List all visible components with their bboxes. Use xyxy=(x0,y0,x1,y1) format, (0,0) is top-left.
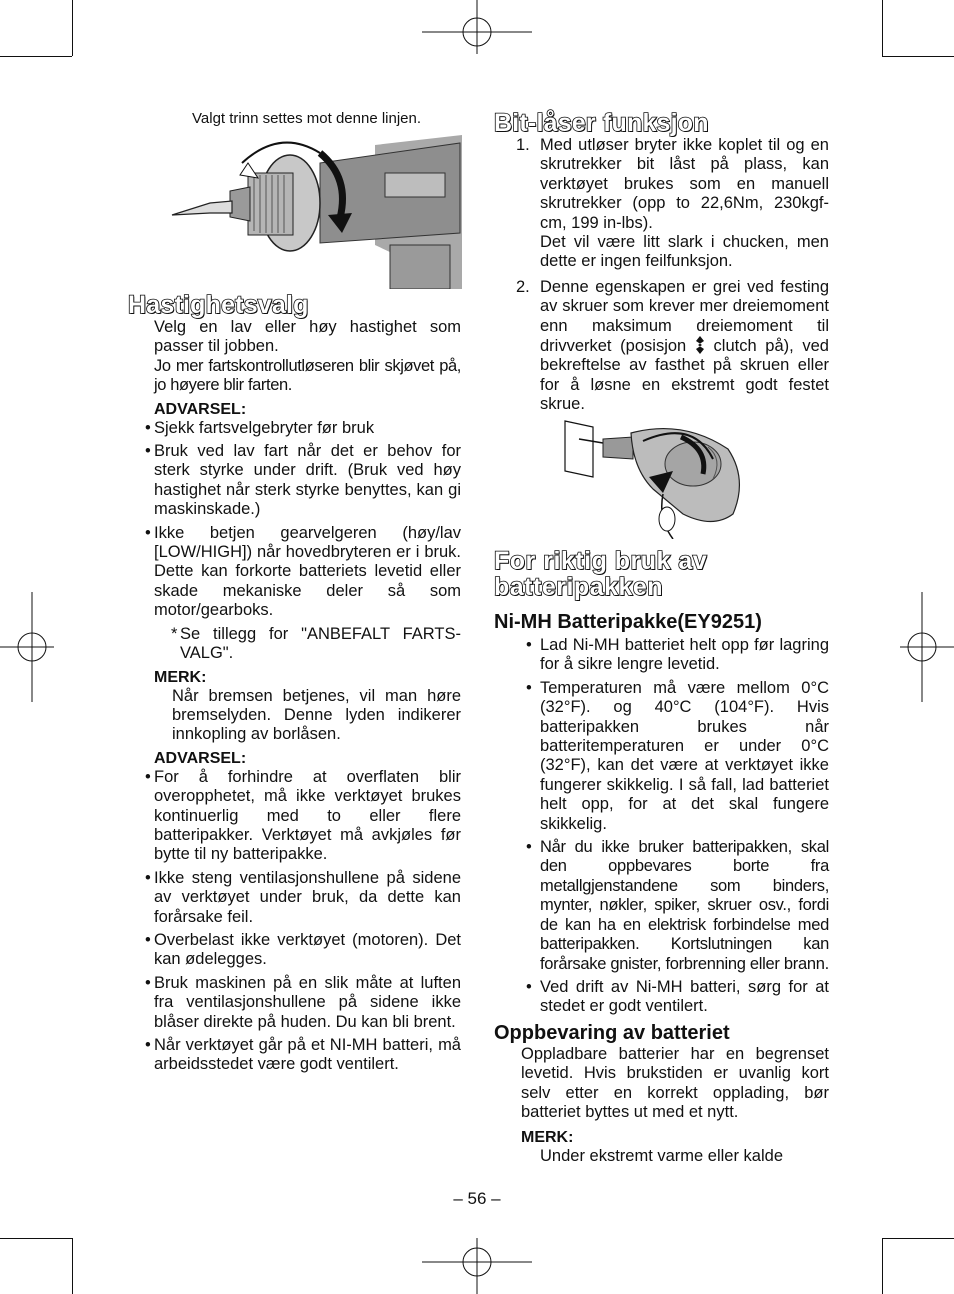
storage-subheading: Oppbevaring av batteriet xyxy=(494,1021,730,1044)
list-item: • Bruk ved lav fart når det er behov for sterk styrke under drift. (Bruk ved høy hastighet når sterk styrke benyttes, kan gi maskinskade.) xyxy=(145,442,461,519)
warning-label-2: ADVARSEL: xyxy=(154,749,247,767)
step-1-extra: Det vil være litt slark i chucken, men dette er ingen feilfunksjon. xyxy=(540,233,829,271)
page-number: – 56 – xyxy=(453,1189,501,1208)
bit-lock-heading: Bit-låser funksjon xyxy=(494,109,709,137)
drill-position-icon xyxy=(695,336,705,354)
list-item: • Sjekk fartsvelgebryter før bruk xyxy=(145,418,375,437)
step-item: 2. Denne egenskapen er grei ved festing av skruer som krever mer dreiemoment enn maksimum dreiemoment til drivverket (posisjon clutch på), ved bekreftelse av fasthet på skruen eller for å løsne en ekstremt godt festet skrue. xyxy=(516,277,829,414)
battery-heading: For riktig bruk av batteripakken xyxy=(494,547,708,601)
list-item: • Ved drift av Ni-MH batteri, sørg for at stedet er godt ventilert. xyxy=(526,977,829,1016)
manual-screwdriver-illustration xyxy=(563,419,753,539)
list-item: • Bruk maskinen på en slik måte at luften fra ventilasjonshullene på sidene ikke blåser direkte på huden. Du kan bli brent. xyxy=(145,973,461,1031)
speed-select-heading: Hastighetsvalg xyxy=(128,291,309,319)
storage-text: Oppladbare batterier har en begrenset levetid. Hvis brukstiden er uvanlig kort selv etter en korrekt opplading, bør batteriet byttes ut med et nytt. xyxy=(521,1044,829,1121)
list-item: • Lad Ni-MH batteriet helt opp før lagring for å sikre lengre levetid. xyxy=(526,636,829,674)
list-item: • Ikke betjen gearvelgeren (høy/lav [LOW/HIGH]) når hovedbryteren er i bruk. Dette kan forkorte batteriets levetid eller skade mekaniske deler så som motor/gearboks. xyxy=(145,523,461,620)
list-item: • Temperaturen må være mellom 0°C (32°F). og 40°C (104°F). Hvis batteripakken brukes når batteritemperaturen er under 0°C (32°F), kan det være at verktøyet ikke fungerer skikkelig. I så fall, lad batteriet helt opp, for at det skal fungere skikkelig. xyxy=(526,678,829,833)
storage-note-text: Under ekstremt varme eller kalde xyxy=(540,1147,784,1166)
warning-list-2 xyxy=(128,768,461,1075)
drill-speed-illustration xyxy=(170,133,462,289)
note-text: Når bremsen betjenes, vil man høre bremselyden. Denne lyden indikerer innkopling av borlåsen. xyxy=(172,686,461,744)
figure1-caption: Valgt trinn settes mot denne linjen. xyxy=(192,110,422,127)
warning-label-1: ADVARSEL: xyxy=(154,400,247,418)
battery-section xyxy=(494,548,829,1167)
speed-intro-2: Jo mer fartskontrollutløseren blir skjøvet på, jo høyere blir farten. xyxy=(154,356,461,395)
storage-note-label: MERK: xyxy=(521,1129,574,1147)
speed-intro: Velg en lav eller høy hastighet som passer til jobben. xyxy=(154,318,461,356)
list-item: • Når verktøyet går på et NI-MH batteri, må arbeidsstedet være godt ventilert. xyxy=(145,1036,461,1074)
nimh-subheading: Ni-MH Batteripakke(EY9251) xyxy=(494,611,762,633)
battery-list xyxy=(494,636,829,1017)
bit-lock-steps xyxy=(494,136,829,415)
list-item: • Overbelast ikke verktøyet (motoren). Det kan ødelegges. xyxy=(145,930,461,969)
list-item: • Når du ikke bruker batteripakken, skal den oppbevares borte fra metallgjenstandene som binders, mynter, nøkler, spiker, skruer osv., fordi de kan ha en elektrisk forbindelse med batteripakken. Kortslutningen kan forårsake gnister, forbrenning eller brann. xyxy=(526,838,829,973)
note-label: MERK: xyxy=(154,668,207,686)
left-column xyxy=(128,292,461,1079)
list-item: • For å forhindre at overflaten blir overopphetet, må ikke verktøyet brukes kontinuerlig med to eller flere batteripakker. Verktøyet må avkjøles før bytte til ny batteripakke. xyxy=(145,767,461,864)
list-item: • Ikke steng ventilasjonshullene på sidene av verktøyet under bruk, da dette kan forårsake feil. xyxy=(145,868,461,926)
star-note: * Se tillegg for "ANBEFALT FARTS-VALG". xyxy=(171,624,461,663)
right-column xyxy=(494,110,829,421)
warning-list-1 xyxy=(128,419,461,621)
step-item: 1. Med utløser bryter ikke koplet til og en skrutrekker bit låst på plass, kan verktøyet brukes som en manuell skrutrekker (opp to 22,6Nm, 230kgf-cm, 199 in-lbs). Det vil være litt slark i chucken, men dette er ingen feilfunksjon. xyxy=(516,136,829,271)
